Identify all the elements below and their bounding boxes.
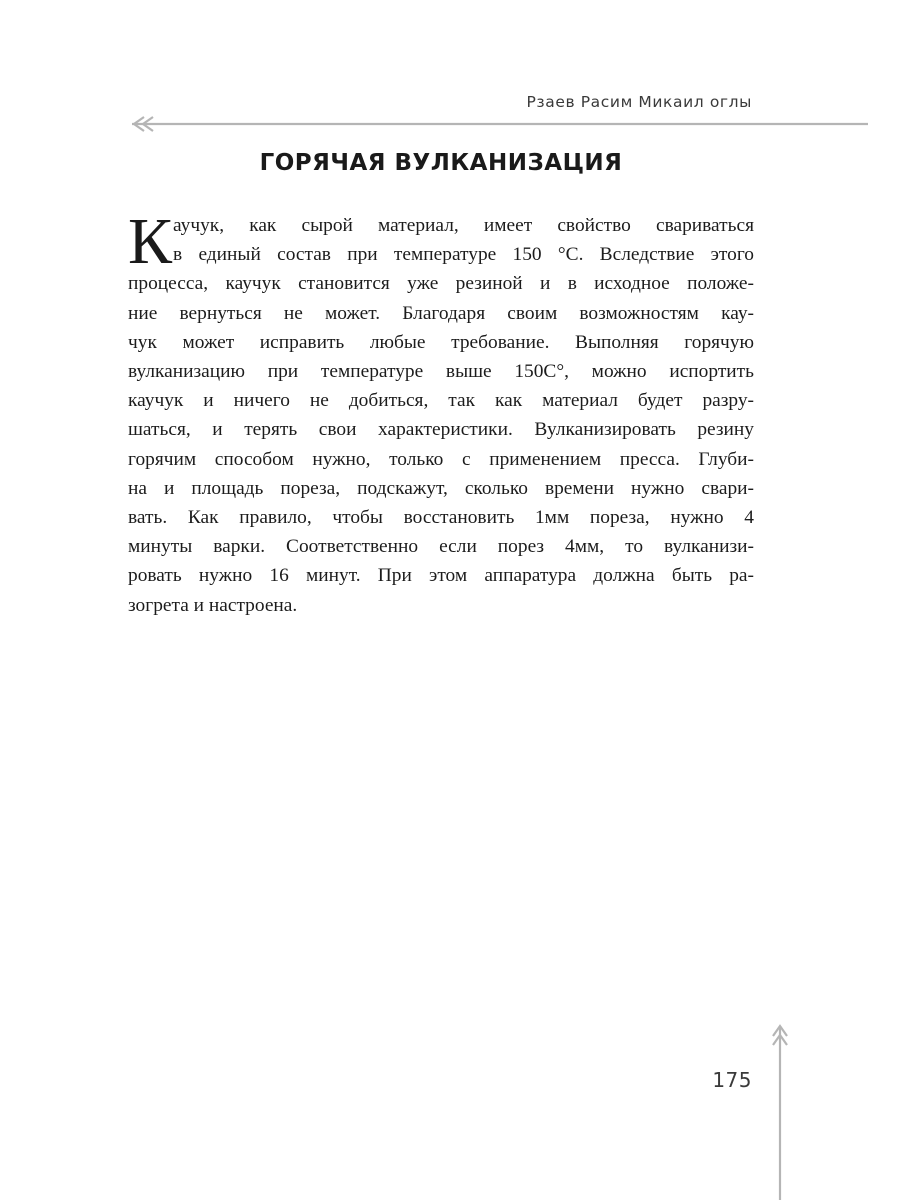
header-rule-arrow-icon: [128, 113, 868, 135]
footer-rule-arrow-icon: [768, 1022, 792, 1200]
page-number: 175: [712, 1068, 752, 1092]
body-line: на и площадь пореза, подскажут, сколько времени нужно свари-: [128, 477, 754, 499]
body-line: чук может исправить любые требование. Выполняя горячую: [128, 331, 754, 353]
chapter-title: ГОРЯЧАЯ ВУЛКАНИЗАЦИЯ: [259, 150, 623, 176]
body-line: шаться, и терять свои характеристики. Вулканизировать резину: [128, 419, 754, 441]
body-line: вулканизацию при температуре выше 150С°, можно испортить: [128, 361, 754, 383]
body-line: зогрета и настроена.: [128, 594, 298, 616]
body-line: ровать нужно 16 минут. При этом аппаратура должна быть ра-: [128, 565, 754, 587]
body-line: вать. Как правило, чтобы восстановить 1мм пореза, нужно 4: [128, 507, 754, 529]
running-header-author: Рзаев Расим Микаил оглы: [526, 93, 752, 111]
body-line: аучук, как сырой материал, имеет свойство свариваться: [173, 215, 754, 236]
body-line: в единый состав при температуре 150 °C. Вследствие этого: [173, 244, 754, 266]
body-line: процесса, каучук становится уже резиной и в исходное положе-: [128, 273, 754, 295]
body-line: каучук и ничего не добиться, так как материал будет разру-: [128, 390, 754, 412]
drop-cap: К: [128, 205, 173, 278]
body-paragraph: [128, 205, 754, 620]
body-line: ние вернуться не может. Благодаря своим возможностям кау-: [128, 302, 754, 324]
body-line: минуты варки. Соответственно если порез 4мм, то вулканизи-: [128, 536, 754, 558]
body-line: горячим способом нужно, только с применением пресса. Глуби-: [128, 448, 754, 470]
